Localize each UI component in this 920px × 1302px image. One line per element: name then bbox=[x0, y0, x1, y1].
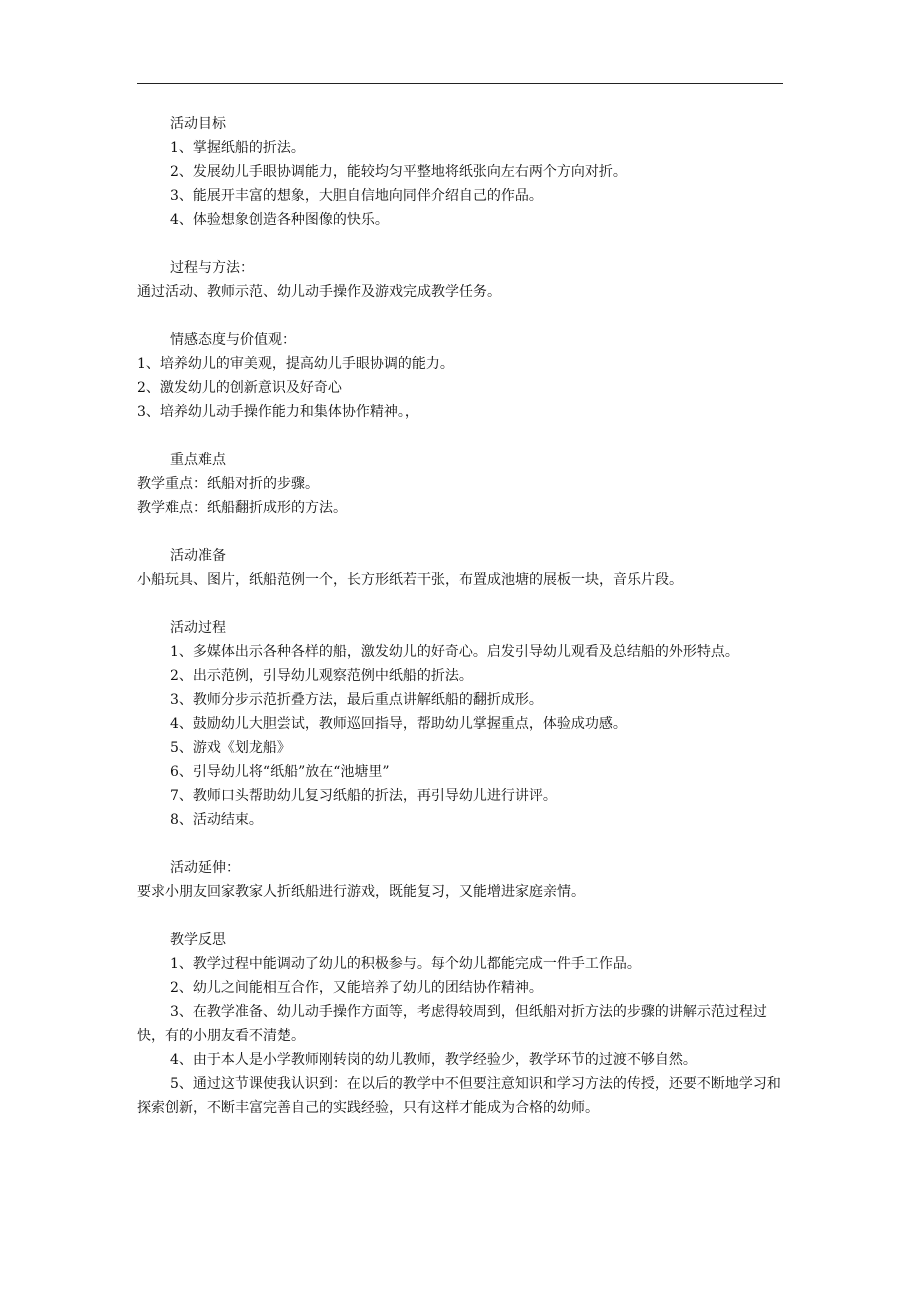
paragraph: 3、在教学准备、幼儿动手操作方面等，考虑得较周到，但纸船对折方法的步骤的讲解示范过程过快，有的小朋友看不清楚。 bbox=[137, 1004, 767, 1044]
paragraph: 3、能展开丰富的想象，大胆自信地向同伴介绍自己的作品。 bbox=[170, 188, 543, 204]
section-process-method bbox=[137, 256, 787, 304]
paragraph: 3、教师分步示范折叠方法，最后重点讲解纸船的翻折成形。 bbox=[170, 692, 543, 708]
paragraph: 2、出示范例，引导幼儿观察范例中纸船的折法。 bbox=[170, 668, 473, 684]
paragraph: 5、通过这节课使我认识到：在以后的教学中不但要注意知识和学习方法的传授，还要不断地学习和探索创新，不断丰富完善自己的实践经验，只有这样才能成为合格的幼师。 bbox=[137, 1076, 781, 1116]
section-reflection bbox=[137, 928, 787, 1120]
paragraph: 2、发展幼儿手眼协调能力，能较均匀平整地将纸张向左右两个方向对折。 bbox=[170, 164, 627, 180]
paragraph: 4、鼓励幼儿大胆尝试，教师巡回指导，帮助幼儿掌握重点，体验成功感。 bbox=[170, 716, 627, 732]
section-heading: 过程与方法： bbox=[170, 260, 254, 276]
section-heading: 情感态度与价值观： bbox=[170, 332, 296, 348]
paragraph: 5、游戏《划龙船》 bbox=[170, 740, 291, 756]
paragraph: 1、培养幼儿的审美观，提高幼儿手眼协调的能力。 bbox=[137, 356, 454, 372]
paragraph: 1、掌握纸船的折法。 bbox=[170, 140, 305, 156]
section-extension bbox=[137, 856, 787, 904]
header-rule bbox=[137, 83, 783, 84]
paragraph: 2、激发幼儿的创新意识及好奇心 bbox=[137, 380, 342, 396]
section-heading: 活动准备 bbox=[170, 548, 226, 564]
section-attitude-values bbox=[137, 328, 787, 424]
section-key-points bbox=[137, 448, 787, 520]
section-heading: 活动延伸： bbox=[170, 860, 240, 876]
paragraph: 6、引导幼儿将“纸船”放在“池塘里” bbox=[170, 764, 390, 780]
section-preparation bbox=[137, 544, 787, 592]
paragraph: 小船玩具、图片，纸船范例一个，长方形纸若干张，布置成池塘的展板一块，音乐片段。 bbox=[137, 572, 683, 588]
paragraph: 要求小朋友回家教家人折纸船进行游戏，既能复习，又能增进家庭亲情。 bbox=[137, 884, 585, 900]
section-heading: 活动目标 bbox=[170, 116, 226, 132]
section-goals bbox=[137, 112, 787, 232]
paragraph: 通过活动、教师示范、幼儿动手操作及游戏完成教学任务。 bbox=[137, 284, 501, 300]
paragraph: 1、教学过程中能调动了幼儿的积极参与。每个幼儿都能完成一件手工作品。 bbox=[170, 956, 641, 972]
section-heading: 重点难点 bbox=[170, 452, 226, 468]
paragraph: 1、多媒体出示各种各样的船，激发幼儿的好奇心。启发引导幼儿观看及总结船的外形特点。 bbox=[170, 644, 739, 660]
paragraph: 2、幼儿之间能相互合作，又能培养了幼儿的团结协作精神。 bbox=[170, 980, 543, 996]
paragraph: 4、体验想象创造各种图像的快乐。 bbox=[170, 212, 389, 228]
document-body bbox=[137, 112, 787, 1144]
paragraph: 8、活动结束。 bbox=[170, 812, 263, 828]
paragraph: 教学难点：纸船翻折成形的方法。 bbox=[137, 500, 347, 516]
paragraph: 3、培养幼儿动手操作能力和集体协作精神。， bbox=[137, 404, 419, 420]
section-heading: 活动过程 bbox=[170, 620, 226, 636]
section-activity-process bbox=[137, 616, 787, 832]
paragraph: 教学重点：纸船对折的步骤。 bbox=[137, 476, 319, 492]
paragraph: 7、教师口头帮助幼儿复习纸船的折法，再引导幼儿进行讲评。 bbox=[170, 788, 557, 804]
section-heading: 教学反思 bbox=[170, 932, 226, 948]
paragraph: 4、由于本人是小学教师刚转岗的幼儿教师，教学经验少，教学环节的过渡不够自然。 bbox=[170, 1052, 697, 1068]
